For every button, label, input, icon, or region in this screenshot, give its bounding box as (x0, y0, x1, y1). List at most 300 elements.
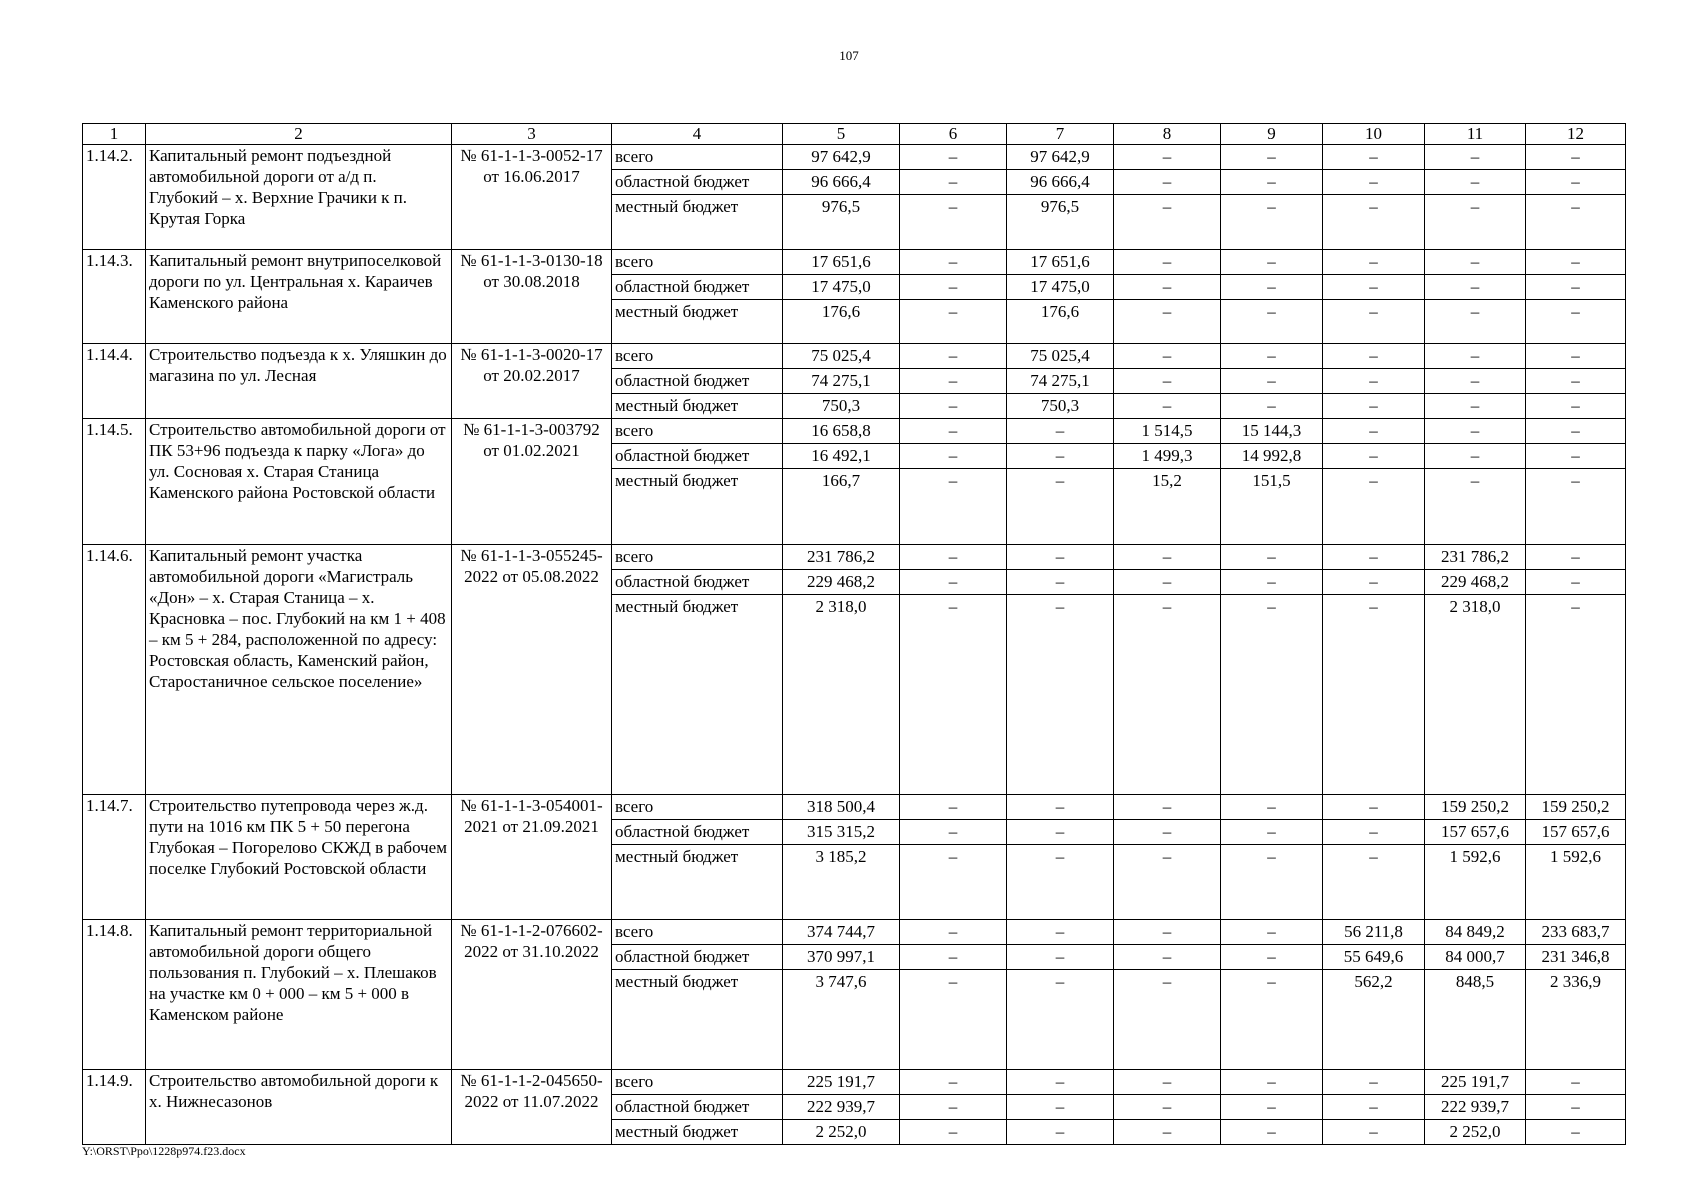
header-cell: 2 (146, 124, 452, 145)
row-number: 1.14.9. (83, 1070, 146, 1145)
funding-sources (612, 1070, 783, 1145)
object-name: Строительство подъезда к х. Уляшкин до магазина по ул. Лесная (146, 344, 452, 419)
value-cell (783, 545, 900, 795)
value: – (1162, 396, 1172, 415)
funding-source: областной бюджет (612, 570, 782, 595)
value: – (1323, 1095, 1424, 1120)
object-name: Капитальный ремонт подъездной автомобильной дороги от а/д п. Глубокий – х. Верхние Грачики к п. Крутая Горка (146, 145, 452, 250)
funding-source: местный бюджет (615, 847, 739, 866)
value: – (1221, 1095, 1322, 1120)
value: – (1571, 396, 1580, 415)
value-cell (1526, 1070, 1626, 1145)
value: – (1007, 545, 1113, 570)
value-cell (783, 1070, 900, 1145)
funding-source: местный бюджет (615, 396, 739, 415)
value-cell (1007, 344, 1114, 419)
value-cell (1323, 145, 1425, 250)
value: – (1571, 302, 1580, 321)
value: – (1162, 197, 1172, 216)
value: – (1323, 250, 1424, 275)
value-cell (1221, 145, 1323, 250)
value: – (1221, 369, 1322, 394)
file-path-footer: Y:\ORST\Ppo\1228p974.f23.docx (82, 1144, 246, 1158)
value-cell (1007, 920, 1114, 1070)
value: – (948, 302, 958, 321)
value-cell (1007, 545, 1114, 795)
header-cell: 9 (1221, 124, 1323, 145)
table-row (83, 1070, 1626, 1145)
funding-sources (612, 920, 783, 1070)
value: – (1425, 275, 1525, 300)
row-number: 1.14.3. (83, 250, 146, 344)
funding-source: местный бюджет (615, 471, 739, 490)
value: – (1526, 570, 1625, 595)
value: – (900, 795, 1006, 820)
value: – (900, 1070, 1006, 1095)
value: – (1526, 170, 1625, 195)
value-cell (1425, 344, 1526, 419)
value: – (1425, 145, 1525, 170)
row-number: 1.14.6. (83, 545, 146, 795)
value: – (1425, 369, 1525, 394)
table-row (83, 344, 1626, 419)
value-cell (900, 344, 1007, 419)
value-cell (1007, 419, 1114, 545)
funding-source: всего (612, 920, 782, 945)
value: 976,5 (821, 197, 861, 216)
value-cell (1323, 920, 1425, 1070)
value-cell (1323, 250, 1425, 344)
table-row (83, 545, 1626, 795)
table-row (83, 920, 1626, 1070)
value: – (900, 344, 1006, 369)
value-cell (1425, 920, 1526, 1070)
value: – (1470, 302, 1480, 321)
value-cell (1221, 250, 1323, 344)
value: – (1323, 795, 1424, 820)
value: – (1055, 1122, 1065, 1141)
value: – (1369, 197, 1378, 216)
value: 318 500,4 (783, 795, 899, 820)
value-cell (1114, 145, 1221, 250)
value-cell (1526, 344, 1626, 419)
value-cell (1221, 419, 1323, 545)
value: 315 315,2 (783, 820, 899, 845)
value: – (1114, 570, 1220, 595)
value: – (1323, 1070, 1424, 1095)
header-cell: 6 (900, 124, 1007, 145)
value: – (1470, 471, 1480, 490)
value: – (1470, 396, 1480, 415)
value-cell (783, 795, 900, 920)
value-cell (1221, 795, 1323, 920)
value: – (1526, 145, 1625, 170)
value: – (1571, 1122, 1580, 1141)
value: – (900, 444, 1006, 469)
value: – (1369, 847, 1378, 866)
value: – (900, 170, 1006, 195)
funding-source: областной бюджет (612, 820, 782, 845)
value-cell (1425, 1070, 1526, 1145)
value: – (1162, 972, 1172, 991)
value-cell (1425, 419, 1526, 545)
value: – (1369, 302, 1378, 321)
value: – (1114, 920, 1220, 945)
value-cell (783, 419, 900, 545)
value-cell (1221, 545, 1323, 795)
value: – (1369, 396, 1378, 415)
funding-source: областной бюджет (612, 444, 782, 469)
value: – (1323, 145, 1424, 170)
value: 16 492,1 (783, 444, 899, 469)
object-name: Капитальный ремонт территориальной автомобильной дороги общего пользования п. Глубокий – х. Плешаков на участке км 0 + 000 – км 5 + 000 в Каменском районе (146, 920, 452, 1070)
value: – (1526, 545, 1625, 570)
value: – (1323, 170, 1424, 195)
object-name: Капитальный ремонт внутрипоселковой дороги по ул. Центральная х. Караичев Каменского района (146, 250, 452, 344)
value: – (1526, 1095, 1625, 1120)
value: 166,7 (821, 471, 861, 490)
header-row (83, 124, 1626, 145)
value: 231 786,2 (783, 545, 899, 570)
value: 370 997,1 (783, 945, 899, 970)
row-number: 1.14.4. (83, 344, 146, 419)
value: – (1369, 597, 1378, 616)
document-number: № 61-1-1-3-0130-18 от 30.08.2018 (452, 250, 612, 344)
header-cell: 5 (783, 124, 900, 145)
table-row (83, 145, 1626, 250)
value: 176,6 (1040, 302, 1080, 321)
value: 159 250,2 (1526, 795, 1625, 820)
document-number: № 61-1-1-3-003792 от 01.02.2021 (452, 419, 612, 545)
value: – (1425, 250, 1525, 275)
value-cell (900, 250, 1007, 344)
value: – (900, 820, 1006, 845)
value: – (948, 847, 958, 866)
value: – (1221, 570, 1322, 595)
value: 225 191,7 (1425, 1070, 1525, 1095)
value: 17 475,0 (1007, 275, 1113, 300)
value: – (1221, 145, 1322, 170)
value: 96 666,4 (783, 170, 899, 195)
value: – (1007, 419, 1113, 444)
value: – (1114, 1070, 1220, 1095)
value-cell (783, 344, 900, 419)
value-cell (900, 920, 1007, 1070)
value: 74 275,1 (783, 369, 899, 394)
value: – (1055, 597, 1065, 616)
value: – (1425, 344, 1525, 369)
value: – (1526, 369, 1625, 394)
value: 2 336,9 (1550, 972, 1601, 991)
value: – (1114, 795, 1220, 820)
value: 222 939,7 (1425, 1095, 1525, 1120)
value: 233 683,7 (1526, 920, 1625, 945)
funding-source: всего (612, 795, 782, 820)
funding-source: областной бюджет (612, 1095, 782, 1120)
funding-sources (612, 419, 783, 545)
value: – (900, 419, 1006, 444)
value-cell (1114, 1070, 1221, 1145)
value: – (1571, 471, 1580, 490)
value: – (948, 471, 958, 490)
value: 562,2 (1354, 972, 1393, 991)
funding-sources (612, 545, 783, 795)
page-number: 107 (839, 48, 859, 63)
value: 75 025,4 (1007, 344, 1113, 369)
value-cell (1323, 795, 1425, 920)
value-cell (1425, 145, 1526, 250)
value-cell (900, 795, 1007, 920)
value: 1 499,3 (1114, 444, 1220, 469)
value: – (1526, 1070, 1625, 1095)
funding-source: местный бюджет (615, 197, 739, 216)
document-number: № 61-1-1-3-055245-2022 от 05.08.2022 (452, 545, 612, 795)
value: – (1323, 444, 1424, 469)
value: – (1267, 847, 1276, 866)
value: 55 649,6 (1323, 945, 1424, 970)
value: 176,6 (821, 302, 861, 321)
value-cell (1425, 795, 1526, 920)
header-cell: 4 (612, 124, 783, 145)
value-cell (1114, 250, 1221, 344)
value: 231 346,8 (1526, 945, 1625, 970)
funding-sources (612, 250, 783, 344)
value: – (1267, 597, 1276, 616)
value: 84 849,2 (1425, 920, 1525, 945)
table-row (83, 795, 1626, 920)
value: – (948, 972, 958, 991)
value: 157 657,6 (1526, 820, 1625, 845)
value: – (900, 145, 1006, 170)
value: – (1526, 344, 1625, 369)
value-cell (1323, 419, 1425, 545)
value: – (900, 920, 1006, 945)
value: – (1055, 471, 1065, 490)
value: – (1007, 1095, 1113, 1120)
value: – (1526, 419, 1625, 444)
value: – (1221, 945, 1322, 970)
value: – (1114, 545, 1220, 570)
object-name: Строительство автомобильной дороги от ПК 53+96 подъезда к парку «Лога» до ул. Сосновая х. Старая Станица Каменского района Ростовской области (146, 419, 452, 545)
header-cell: 1 (83, 124, 146, 145)
value: – (1007, 945, 1113, 970)
value: 750,3 (821, 396, 861, 415)
value: 159 250,2 (1425, 795, 1525, 820)
value: – (1114, 820, 1220, 845)
value: – (1369, 471, 1378, 490)
value-cell (1425, 545, 1526, 795)
value: – (1323, 344, 1424, 369)
document-number: № 61-1-1-2-076602-2022 от 31.10.2022 (452, 920, 612, 1070)
value-cell (1007, 795, 1114, 920)
row-number: 1.14.5. (83, 419, 146, 545)
value-cell (1425, 250, 1526, 344)
value: – (1162, 597, 1172, 616)
funding-source: всего (612, 344, 782, 369)
value: – (1007, 1070, 1113, 1095)
value: – (1114, 369, 1220, 394)
value: – (900, 945, 1006, 970)
document-number: № 61-1-1-3-054001-2021 от 21.09.2021 (452, 795, 612, 920)
header-cell: 7 (1007, 124, 1114, 145)
value-cell (1221, 1070, 1323, 1145)
value: 231 786,2 (1425, 545, 1525, 570)
header-cell: 10 (1323, 124, 1425, 145)
header-cell: 3 (452, 124, 612, 145)
value: – (1267, 396, 1276, 415)
value: – (1221, 920, 1322, 945)
value: 225 191,7 (783, 1070, 899, 1095)
value: – (900, 369, 1006, 394)
value-cell (1323, 344, 1425, 419)
value-cell (1526, 419, 1626, 545)
value: – (1267, 302, 1276, 321)
header-cell: 11 (1425, 124, 1526, 145)
value-cell (1526, 920, 1626, 1070)
value: 15 144,3 (1221, 419, 1322, 444)
value: 16 658,8 (783, 419, 899, 444)
value-cell (1526, 145, 1626, 250)
value: – (1114, 145, 1220, 170)
value-cell (783, 250, 900, 344)
value: 15,2 (1152, 471, 1182, 490)
value: – (1571, 597, 1580, 616)
value-cell (1221, 344, 1323, 419)
value: – (900, 250, 1006, 275)
value: – (1221, 170, 1322, 195)
value: – (1323, 369, 1424, 394)
header-cell: 12 (1526, 124, 1626, 145)
funding-source: местный бюджет (615, 302, 739, 321)
funding-source: всего (612, 145, 782, 170)
value: – (900, 570, 1006, 595)
funding-source: всего (612, 1070, 782, 1095)
value-cell (1007, 1070, 1114, 1145)
value: 17 651,6 (783, 250, 899, 275)
value: – (1114, 275, 1220, 300)
value: – (900, 545, 1006, 570)
value: – (1221, 820, 1322, 845)
value: – (1323, 570, 1424, 595)
funding-source: всего (612, 250, 782, 275)
funding-source: областной бюджет (612, 369, 782, 394)
value: – (1114, 344, 1220, 369)
value: 75 025,4 (783, 344, 899, 369)
value: – (1425, 419, 1525, 444)
value: 222 939,7 (783, 1095, 899, 1120)
value: 2 318,0 (815, 597, 867, 616)
value: 84 000,7 (1425, 945, 1525, 970)
value: – (948, 396, 958, 415)
value: 151,5 (1252, 471, 1291, 490)
value: 3 747,6 (815, 972, 867, 991)
value-cell (1114, 545, 1221, 795)
table-row (83, 250, 1626, 344)
value: – (1114, 170, 1220, 195)
value: 848,5 (1455, 972, 1495, 991)
value: 1 592,6 (1449, 847, 1501, 866)
value: – (1267, 197, 1276, 216)
document-number: № 61-1-1-3-0020-17 от 20.02.2017 (452, 344, 612, 419)
value-cell (1526, 795, 1626, 920)
funding-source: местный бюджет (615, 972, 739, 991)
funding-sources (612, 795, 783, 920)
value: – (948, 1122, 958, 1141)
value: – (1007, 444, 1113, 469)
funding-sources (612, 145, 783, 250)
value: – (900, 275, 1006, 300)
value: 14 992,8 (1221, 444, 1322, 469)
value: 750,3 (1040, 396, 1080, 415)
value: 96 666,4 (1007, 170, 1113, 195)
value: – (1526, 444, 1625, 469)
funding-source: областной бюджет (612, 170, 782, 195)
funding-source: всего (612, 419, 782, 444)
value: – (1425, 444, 1525, 469)
value: 229 468,2 (783, 570, 899, 595)
value: – (1221, 545, 1322, 570)
value: 1 514,5 (1114, 419, 1220, 444)
value: 2 318,0 (1449, 597, 1501, 616)
value: – (1007, 795, 1113, 820)
header-cell: 8 (1114, 124, 1221, 145)
value: – (1114, 250, 1220, 275)
value: – (1267, 972, 1276, 991)
value-cell (1007, 145, 1114, 250)
value: 229 468,2 (1425, 570, 1525, 595)
value-cell (900, 545, 1007, 795)
value: – (1526, 250, 1625, 275)
value: – (1162, 847, 1172, 866)
value-cell (1114, 419, 1221, 545)
value: – (1571, 197, 1580, 216)
value: – (1162, 1122, 1172, 1141)
value-cell (900, 145, 1007, 250)
table-row (83, 419, 1626, 545)
funding-source: местный бюджет (615, 597, 739, 616)
value: 1 592,6 (1550, 847, 1601, 866)
value: 56 211,8 (1323, 920, 1424, 945)
funding-source: местный бюджет (615, 1122, 739, 1141)
value: – (1369, 1122, 1378, 1141)
budget-table (82, 123, 1626, 1145)
object-name: Строительство путепровода через ж.д. пути на 1016 км ПК 5 + 50 перегона Глубокая – Погорелово СКЖД в рабочем поселке Глубокий Ростовской области (146, 795, 452, 920)
funding-source: всего (612, 545, 782, 570)
value: – (1221, 795, 1322, 820)
value: – (1221, 275, 1322, 300)
value: 374 744,7 (783, 920, 899, 945)
funding-source: областной бюджет (612, 945, 782, 970)
value-cell (1007, 250, 1114, 344)
value-cell (1114, 795, 1221, 920)
value: – (900, 1095, 1006, 1120)
value-cell (1526, 545, 1626, 795)
value: – (948, 597, 958, 616)
value: – (1221, 344, 1322, 369)
value: – (1007, 820, 1113, 845)
value: – (948, 197, 958, 216)
document-number: № 61-1-1-2-045650-2022 от 11.07.2022 (452, 1070, 612, 1145)
value: 17 475,0 (783, 275, 899, 300)
value: 2 252,0 (1449, 1122, 1501, 1141)
value: – (1114, 1095, 1220, 1120)
object-name: Капитальный ремонт участка автомобильной дороги «Магистраль «Дон» – х. Старая Станица – х. Красновка – пос. Глубокий на км 1 + 408 – км 5 + 284, расположенной по адресу: Ростовская область, Каменский район, Старостаничное сельское поселение» (146, 545, 452, 795)
value: – (1526, 275, 1625, 300)
value: – (1323, 820, 1424, 845)
value: 97 642,9 (783, 145, 899, 170)
value: – (1470, 197, 1480, 216)
value: – (1425, 170, 1525, 195)
